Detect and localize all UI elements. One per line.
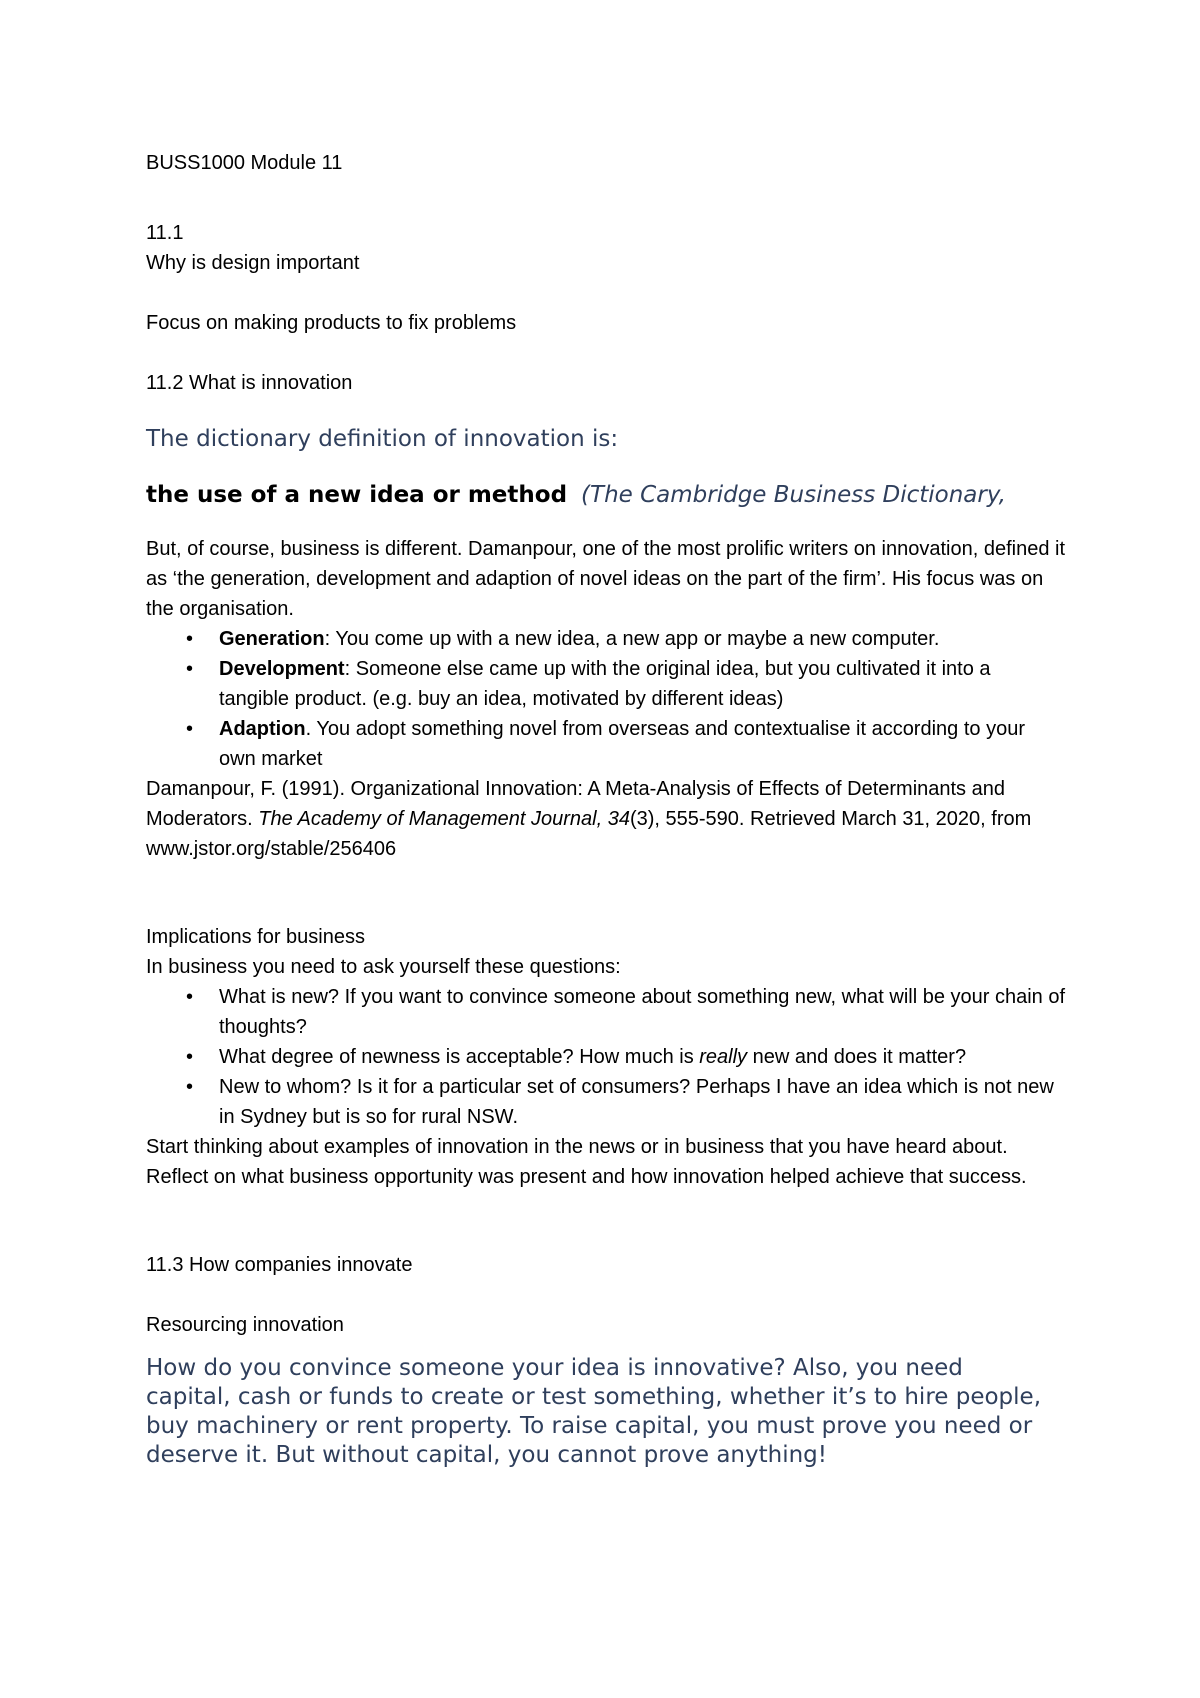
- bullet-icon: •: [186, 1046, 194, 1068]
- question-emphasis: really: [699, 1046, 748, 1068]
- section-heading-companies: 11.3 How companies innovate: [146, 1254, 413, 1276]
- question-text: What is new? If you want to convince someone about something new, what will be your chain of thoughts?: [219, 986, 1066, 1038]
- list-item: [146, 624, 1066, 654]
- list-item-text: : You come up with a new idea, a new app or maybe a new computer.: [324, 628, 940, 650]
- list-item: [146, 1072, 1066, 1132]
- list-item: [146, 1042, 1066, 1072]
- list-item-term: Development: [219, 658, 345, 680]
- list-item-term: Generation: [219, 628, 325, 650]
- definition-intro: The dictionary definition of innovation is:: [146, 426, 619, 452]
- list-item-term: Adaption: [219, 718, 306, 740]
- section-heading-innovation: 11.2 What is innovation: [146, 372, 353, 394]
- resourcing-paragraph: How do you convince someone your idea is innovative? Also, you need capital, cash or funds to create or test something, whether it’s to hire people, buy machinery or rent property. To raise capital, you must prove you need or deserve it. But without capital, you cannot prove anything!: [146, 1355, 1042, 1468]
- implications-heading: Implications for business: [146, 926, 365, 948]
- reference-journal: The Academy of Management Journal, 34: [258, 808, 630, 830]
- section-heading-design: Why is design important: [146, 252, 360, 274]
- list-item: [146, 654, 1066, 714]
- implications-intro: In business you need to ask yourself these questions:: [146, 956, 621, 978]
- document-title: BUSS1000 Module 11: [146, 152, 343, 174]
- definition-line: [146, 478, 1066, 512]
- definition-text: the use of a new idea or method: [146, 482, 568, 508]
- list-item-text: . You adopt something novel from overseas and contextualise it according to your own market: [219, 718, 1025, 770]
- bullet-icon: •: [186, 1076, 194, 1098]
- design-note: Focus on making products to fix problems: [146, 312, 517, 334]
- question-text-end: new and does it matter?: [747, 1046, 967, 1068]
- reference-authors: Damanpour, F. (1991). Organizational Innovation: A Meta-Analysis of Effects of Determinants and Moderators.: [146, 778, 1005, 830]
- questions-list: [146, 982, 1066, 1132]
- reference-details: (3), 555-590. Retrieved March 31, 2020, from www.jstor.org/stable/256406: [146, 808, 1032, 860]
- question-text: What degree of newness is acceptable? How much is: [219, 1046, 700, 1068]
- damanpour-paragraph: But, of course, business is different. Damanpour, one of the most prolific writers on innovation, defined it as ‘the generation, development and adaption of novel ideas on the part of the firm’. His focus was on the organisation.: [146, 538, 1066, 620]
- list-item-text: : Someone else came up with the original idea, but you cultivated it into a tangible product. (e.g. buy an idea, motivated by different ideas): [219, 658, 991, 710]
- bullet-icon: •: [186, 628, 194, 650]
- list-item: [146, 982, 1066, 1042]
- section-number: 11.1: [146, 222, 184, 244]
- definition-source: (The Cambridge Business Dictionary,: [581, 482, 1006, 508]
- innovation-types-list: [146, 624, 1066, 774]
- resourcing-subheading: Resourcing innovation: [146, 1314, 344, 1336]
- document-body: [146, 148, 1066, 1470]
- bullet-icon: •: [186, 718, 194, 740]
- question-text: New to whom? Is it for a particular set of consumers? Perhaps I have an idea which is not new in Sydney but is so for rural NSW.: [219, 1076, 1054, 1128]
- bullet-icon: •: [186, 658, 194, 680]
- implications-closing: Start thinking about examples of innovation in the news or in business that you have heard about. Reflect on what business opportunity was present and how innovation helped achieve that success.: [146, 1136, 1027, 1188]
- list-item: [146, 714, 1066, 774]
- reference: [146, 774, 1066, 864]
- bullet-icon: •: [186, 986, 194, 1008]
